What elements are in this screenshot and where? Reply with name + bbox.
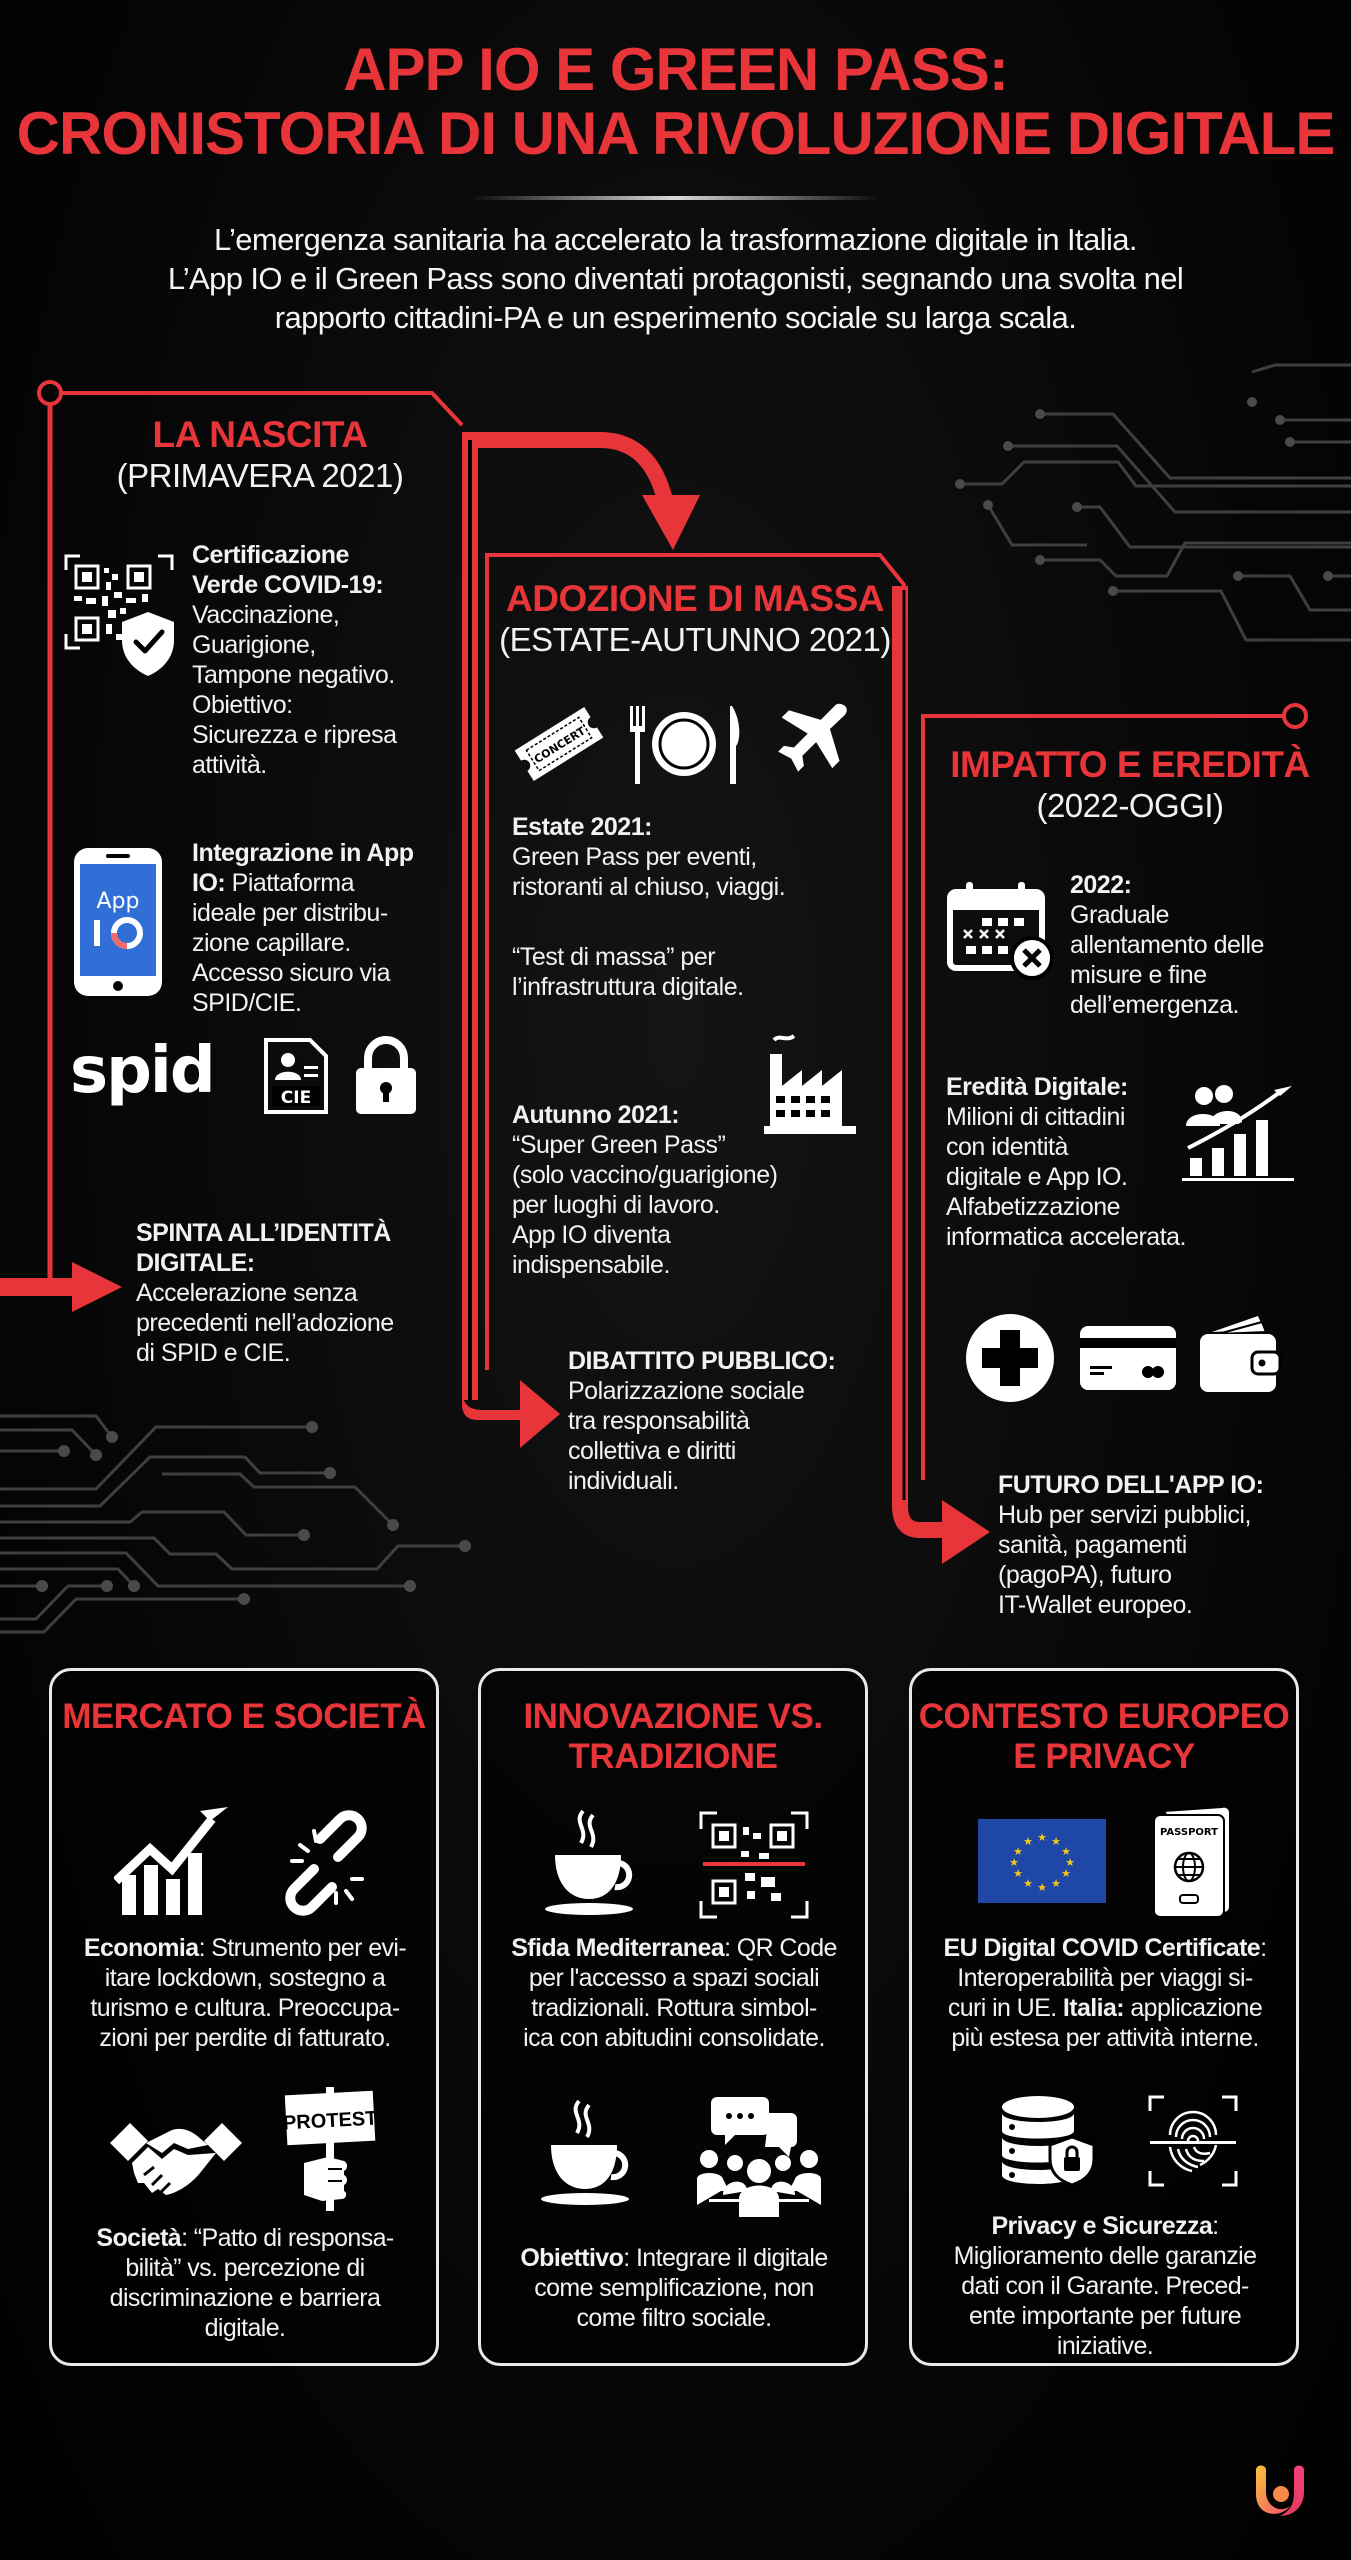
phase-impatto-e-eredita [930,744,1330,826]
circuit-lines-bottom-left [0,1416,465,1632]
phase-period: (PRIMAVERA 2021) [116,457,404,494]
svg-text:★: ★ [1023,1877,1033,1890]
coffee-cup-icon [543,1809,647,1919]
test-di-massa-text: “Test di massa” per l’infrastruttura digitale. [512,943,744,1001]
eu-flag-icon [978,1819,1106,1903]
autunno-2021-text: Autunno 2021: “Super Green Pass” (solo vaccino/guarigione) per luoghi di lavoro. App IO diventa indispensabile. [512,1101,778,1279]
svg-text:★: ★ [1051,1877,1061,1890]
secure-database-icon [1000,2095,1096,2187]
connector-1-2-arrowhead [642,495,700,550]
intro-line: rapporto cittadini-PA e un esperimento sociale su larga scala. [274,300,1077,335]
svg-text:★: ★ [1023,1835,1033,1848]
year-2022-text: 2022: Graduale allentamento delle misure e fine dell’emergenza. [1070,871,1264,1019]
credit-card-icon [1080,1326,1176,1390]
card-heading: INNOVAZIONE VS. TRADIZIONE [523,1697,823,1776]
callout-dibattito-pubblico: DIBATTITO PUBBLICO: Polarizzazione sociale tra responsabilità collettiva e diritti individuali. [568,1347,836,1495]
economia-text: Economia: Strumento per evi- itare lockdown, sostegno a turismo e cultura. Preoccupa- zioni per perdite di fatturato. [83,1934,407,2052]
svg-text:★: ★ [1065,1856,1075,1869]
coffee-cup-icon [539,2099,643,2209]
page-title [0,38,1351,166]
fingerprint-scan-icon [1148,2095,1238,2187]
connector-2-3 [900,586,950,1530]
phase-period: (2022-OGGI) [1036,787,1224,824]
handshake-icon [108,2113,244,2203]
card-heading: MERCATO E SOCIETÀ [62,1697,426,1736]
svg-text:CONCERT: CONCERT [531,724,588,767]
concert-ticket-icon [510,700,608,788]
svg-text:★: ★ [1037,1831,1047,1844]
airplane-icon [762,698,858,790]
societa-text: Società: “Patto di responsa- bilità” vs. percezione di discriminazione e barriera digitale. [96,2224,394,2342]
phase-la-nascita [60,414,460,496]
svg-text:★: ★ [1013,1845,1023,1858]
circuit-lines-top-right [960,365,1351,640]
panel-1-arrow [0,1262,122,1312]
passport-icon [1152,1807,1234,1919]
wallet-icon [1198,1312,1282,1394]
connector-2-3-arrowhead [942,1500,990,1564]
svg-text:★: ★ [1009,1856,1019,1869]
connector-panel-2-arrow [462,1380,560,1448]
smartphone-app-io-icon [72,846,164,998]
spid-logo: spid [70,1034,214,1108]
eu-digital-covid-certificate-text: EU Digital COVID Certificate: Interoperabilità per viaggi si- curi in UE. Italia: applicazione più estesa per attività interne. [943,1934,1267,2052]
intro-text [80,220,1271,337]
svg-text:★: ★ [1013,1867,1023,1880]
brand-logo-icon [1250,2462,1310,2522]
phase-heading: LA NASCITA [152,414,368,455]
growth-chart-icon [114,1805,230,1917]
title-line-2: CRONISTORIA DI UNA RIVOLUZIONE DIGITALE [16,100,1335,167]
title-line-1: APP IO E GREEN PASS: [343,36,1008,103]
card-mercato-e-societa [49,1668,439,2366]
intro-line: L’App IO e il Green Pass sono diventati protagonisti, segnando una svolta nel [167,261,1184,296]
svg-text:★: ★ [1037,1881,1047,1894]
card-innovazione-vs-tradizione [478,1668,868,2366]
circuit-dots-bottom-left [36,1421,471,1605]
svg-text:PROTEST: PROTEST [282,2107,378,2135]
panel-1-frame [39,382,462,1284]
svg-text:★: ★ [1061,1845,1071,1858]
svg-text:CIE: CIE [280,1088,312,1108]
obiettivo-text: Obiettivo: Integrare il digitale come semplificazione, non come filtro sociale. [520,2244,828,2332]
health-cross-icon [964,1312,1056,1404]
circuit-dots-top-right [955,397,1333,596]
qr-code-shield-icon [62,552,180,682]
phase-heading: IMPATTO E EREDITÀ [950,744,1310,785]
people-growth-chart-icon [1180,1082,1298,1184]
estate-2021-text: Estate 2021: Green Pass per eventi, ristoranti al chiuso, viaggi. [512,813,786,901]
padlock-icon [352,1034,420,1116]
group-conversation-icon [695,2095,823,2217]
title-divider [470,196,880,200]
broken-link-icon [274,1809,378,1917]
protest-sign-icon [282,2087,378,2211]
privacy-e-sicurezza-text: Privacy e Sicurezza: Miglioramento delle garanzie dati con il Garante. Preced- ente importante per future iniziative. [953,2212,1257,2360]
phase-adozione-di-massa [495,578,895,660]
intro-line: L’emergenza sanitaria ha accelerato la trasformazione digitale in Italia. [214,222,1137,257]
cie-card-icon [262,1036,330,1116]
svg-text:App: App [96,889,140,914]
card-heading: CONTESTO EUROPEO E PRIVACY [918,1697,1290,1776]
sfida-mediterranea-text: Sfida Mediterranea: QR Code per l'accesso a spazi sociali tradizionali. Rottura simbol- ica con abitudini consolidate. [511,1934,837,2052]
callout-identita-digitale: SPINTA ALL’IDENTITÀ DIGITALE: Accelerazione senza precedenti nell’adozione di SPID e CIE. [136,1219,394,1367]
calendar-cancel-icon [946,880,1058,980]
svg-text:PASSPORT: PASSPORT [1159,1827,1219,1838]
callout-futuro-app-io: FUTURO DELL'APP IO: Hub per servizi pubblici, sanità, pagamenti (pagoPA), futuro IT-Wallet europeo. [998,1471,1264,1619]
green-pass-certification-text: Certificazione Verde COVID-19: Vaccinazione, Guarigione, Tampone negativo. Obiettivo: Sicurezza e ripresa attività. [192,541,397,779]
phase-heading: ADOZIONE DI MASSA [506,578,884,619]
card-contesto-europeo-e-privacy [909,1668,1299,2366]
app-io-integration-text: Integrazione in App IO: Piattaforma ideale per distribu- zione capillare. Accesso sicuro via SPID/CIE. [192,839,414,1017]
phase-period: (ESTATE-AUTUNNO 2021) [499,621,891,658]
qr-code-scan-icon [699,1811,809,1919]
svg-text:★: ★ [1061,1867,1071,1880]
eredita-digitale-text: Eredità Digitale: Milioni di cittadini con identità digitale e App IO. Alfabetizzazione informatica accelerata. [946,1073,1187,1251]
svg-text:★: ★ [1051,1835,1061,1848]
plate-cutlery-icon [624,702,746,786]
